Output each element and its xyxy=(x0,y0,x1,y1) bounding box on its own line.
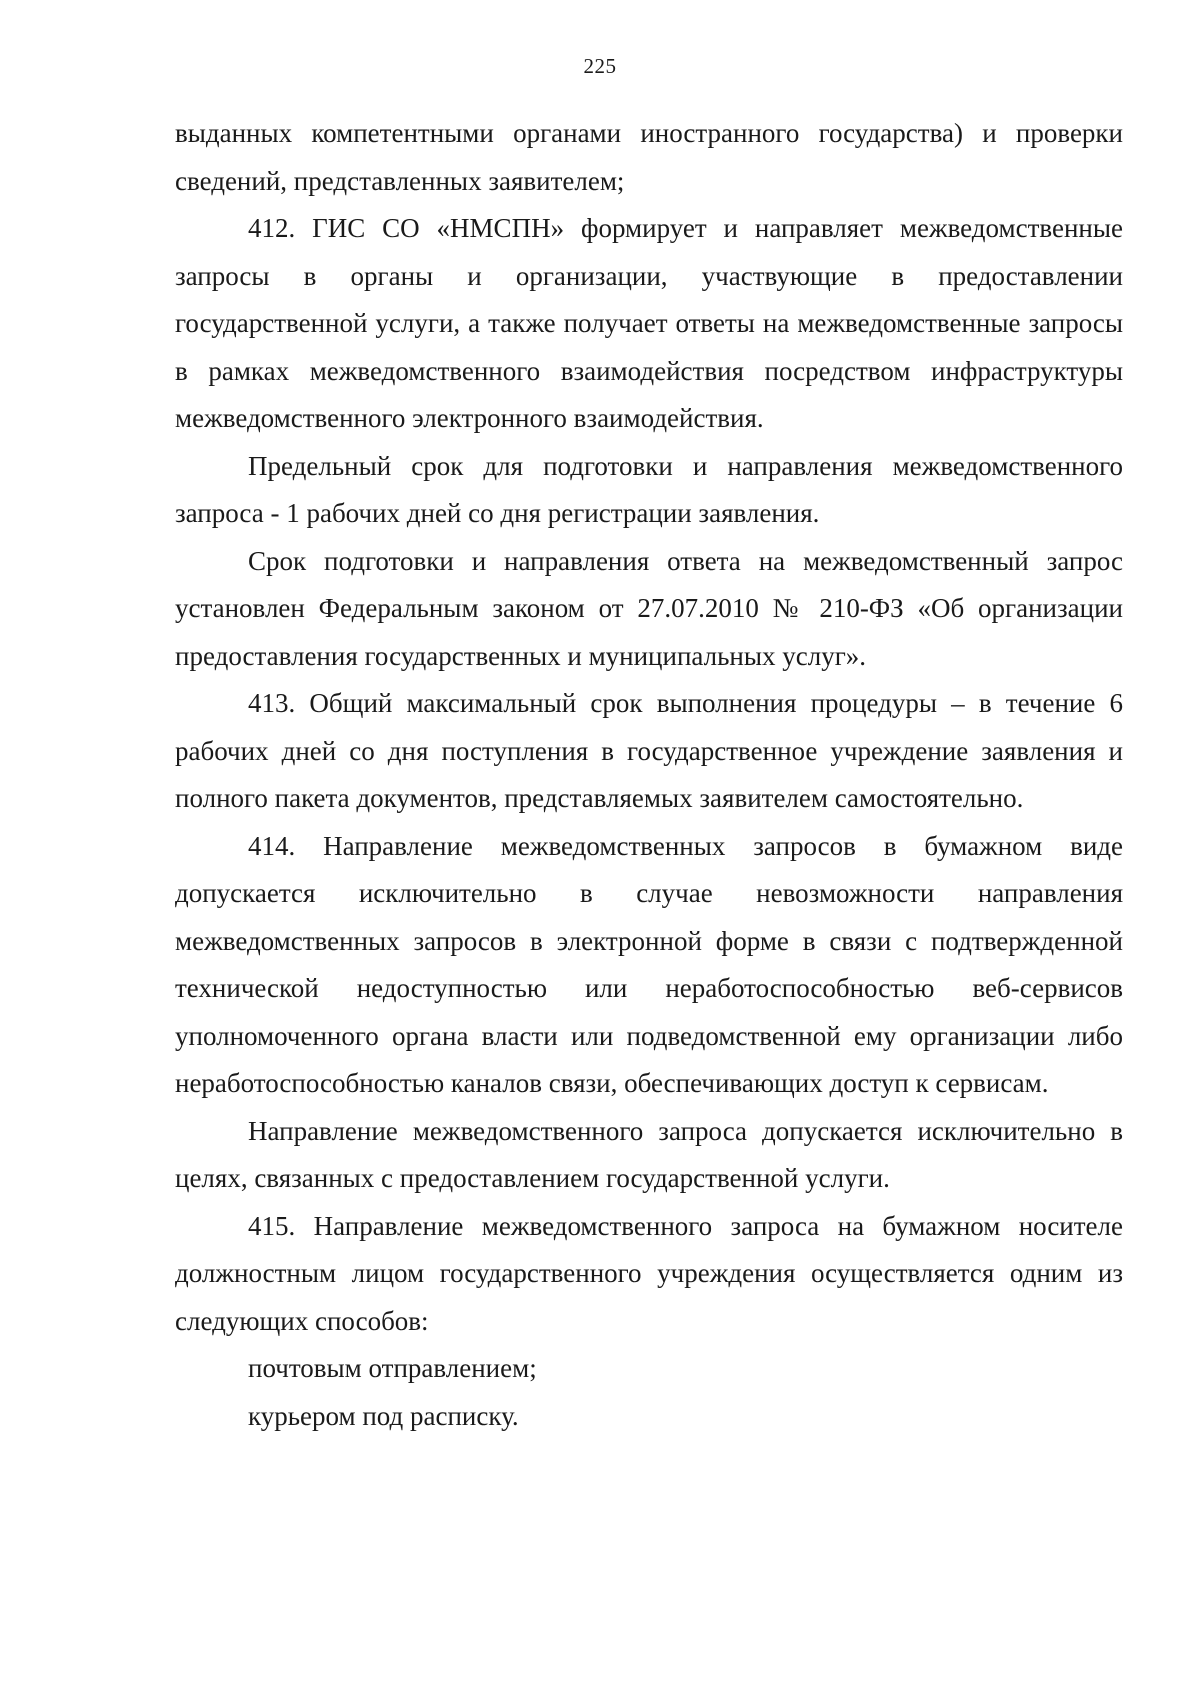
document-body xyxy=(175,110,1123,1440)
list-item-postal: почтовым отправлением; xyxy=(248,1353,537,1383)
paragraph-request-purpose: Направление межведомственного запроса допускается исключительно в целях, связанных с предоставлением государственной услуги. xyxy=(175,1115,1123,1193)
paragraph-response-deadline: Срок подготовки и направления ответа на межведомственный запрос установлен Федеральным законом от 27.07.2010 № 210-ФЗ «Об организации предоставления государственных и муниципальных услуг». xyxy=(175,545,1123,671)
paragraph-continuation: выданных компетентными органами иностранного государства) и проверки сведений, представленных заявителем; xyxy=(175,118,1123,196)
paragraph-413: 413. Общий максимальный срок выполнения процедуры – в течение 6 рабочих дней со дня поступления в государственное учреждение заявления и полного пакета документов, представляемых заявителем самостоятельно. xyxy=(175,688,1123,813)
paragraph-414: 414. Направление межведомственных запросов в бумажном виде допускается исключительно в случае невозможности направления межведомственных запросов в электронной форме в связи с подтвержденной технической недоступностью или неработоспособностью веб-сервисов уполномоченного органа власти или подведомственной ему организации либо неработоспособностью каналов связи, обеспечивающих доступ к сервисам. xyxy=(175,830,1123,1098)
paragraph-415: 415. Направление межведомственного запроса на бумажном носителе должностным лицом государственного учреждения осуществляется одним из следующих способов: xyxy=(175,1210,1123,1336)
paragraph-request-deadline: Предельный срок для подготовки и направления межведомственного запроса - 1 рабочих дней со дня регистрации заявления. xyxy=(175,450,1123,528)
paragraph-412: 412. ГИС СО «НМСПН» формирует и направляет межведомственные запросы в органы и организации, участвующие в предоставлении государственной услуги, а также получает ответы на межведомственные запросы в рамках межведомственного взаимодействия посредством инфраструктуры межведомственного электронного взаимодействия. xyxy=(175,213,1123,433)
list-item-courier: курьером под расписку. xyxy=(248,1400,519,1431)
page-number: 225 xyxy=(583,54,617,78)
